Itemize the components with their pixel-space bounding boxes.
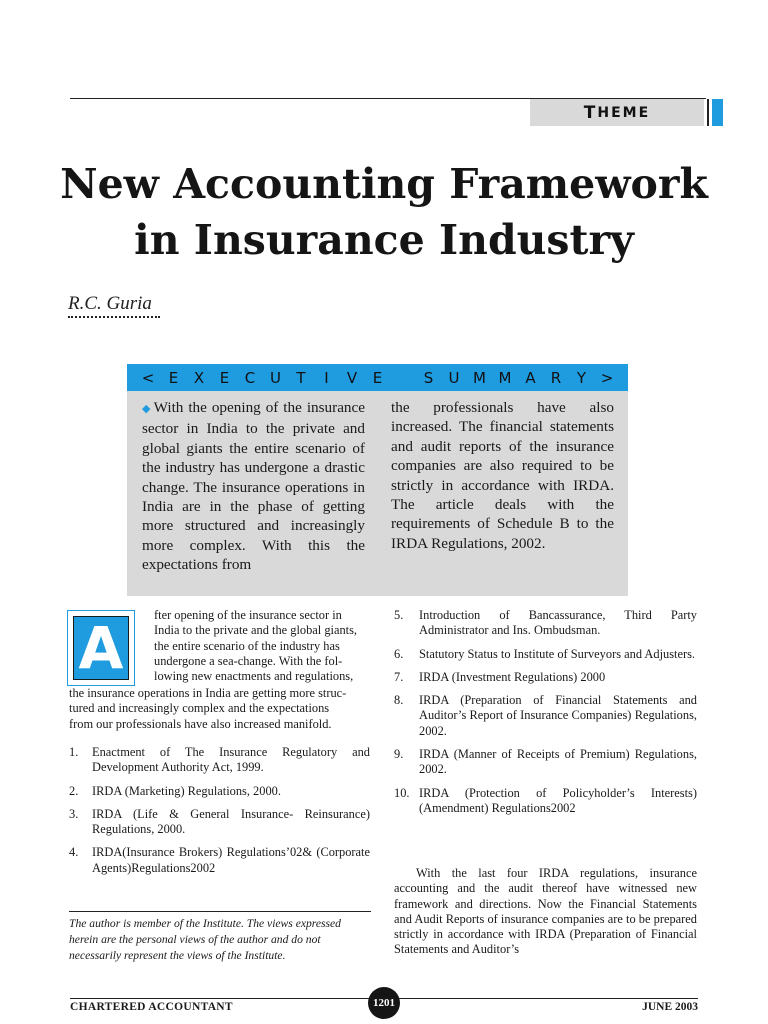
executive-summary-header bbox=[127, 364, 628, 391]
footer-issue-date: JUNE 2003 bbox=[642, 1001, 698, 1013]
paragraph-line: undergone a sea-change. With the fol- bbox=[154, 653, 343, 668]
list-item-number: 7. bbox=[394, 669, 404, 684]
paragraph-line: tured and increasingly complex and the expectations bbox=[69, 701, 330, 716]
page-number-badge: 1201 bbox=[368, 987, 400, 1019]
regulations-list-left bbox=[69, 745, 370, 884]
drop-cap bbox=[67, 610, 135, 686]
author-underline bbox=[68, 316, 160, 318]
executive-summary-header-letter: < bbox=[141, 368, 155, 387]
paragraph-line: India to the private and the global giants, bbox=[154, 623, 358, 638]
list-item-text: Introduction of Bancassurance, Third Party Administrator and Ins. Ombudsman. bbox=[419, 608, 697, 638]
paragraph-line: the insurance operations in India are getting more struc- bbox=[69, 686, 347, 700]
list-item-text: Enactment of The Insurance Regulatory and Development Authority Act, 1999. bbox=[92, 745, 370, 775]
executive-summary-header-letter: > bbox=[600, 368, 614, 387]
list-item-text: IRDA (Preparation of Financial Statements and Auditor’s Report of Insurance Companies) Regulations, 2002. bbox=[419, 693, 697, 738]
executive-summary-header-letter: A bbox=[525, 368, 536, 387]
intro-paragraph-beside-dropcap bbox=[154, 608, 370, 684]
list-item-text: IRDA (Marketing) Regulations, 2000. bbox=[92, 783, 281, 798]
executive-summary-header-letter: I bbox=[324, 368, 329, 387]
list-item-text: IRDA (Manner of Receipts of Premium) Regulations, 2002. bbox=[419, 747, 697, 777]
list-item bbox=[394, 747, 697, 778]
list-item bbox=[69, 807, 370, 838]
executive-summary-header-letter: T bbox=[296, 368, 306, 387]
list-item-text: IRDA(Insurance Brokers) Regulations’02& (Corporate Agents)Regulations2002 bbox=[92, 845, 370, 875]
executive-summary-header-letter: E bbox=[372, 368, 383, 387]
paragraph-line: fter opening of the insurance sector in bbox=[154, 608, 342, 622]
closing-paragraph: With the last four IRDA regulations, insurance accounting and the audit thereof have witnessed new framework and directions. Now the Financial Statements and Audit Reports of insurance companies are to be prepared strictly in accordance with IRDA (Preparation of Financial Statements and Auditor’s bbox=[394, 866, 697, 957]
executive-summary-box bbox=[127, 364, 628, 596]
executive-summary-header-letter: U bbox=[270, 368, 281, 387]
author-footnote: The author is member of the Institute. The views expressed herein are the personal views of the author and do not necessarily represent the views of the Institute. bbox=[69, 917, 341, 962]
paragraph-line: the entire scenario of the industry has bbox=[154, 638, 340, 653]
executive-summary-header-letter: M bbox=[473, 368, 486, 387]
list-item-number: 10. bbox=[394, 785, 410, 800]
footer-journal-name: CHARTERED ACCOUNTANT bbox=[70, 1001, 233, 1013]
list-item-number: 6. bbox=[394, 646, 404, 661]
executive-summary-header-letter: U bbox=[448, 368, 460, 387]
list-item-number: 1. bbox=[69, 745, 79, 759]
list-item bbox=[394, 693, 697, 739]
list-item bbox=[69, 845, 370, 876]
list-item-number: 8. bbox=[394, 693, 404, 708]
section-label-theme bbox=[530, 99, 704, 126]
paragraph-line: lowing new enactments and regulations, bbox=[154, 669, 354, 684]
list-item-number: 9. bbox=[394, 747, 404, 762]
list-item-number: 3. bbox=[69, 806, 79, 821]
list-item bbox=[394, 670, 697, 685]
executive-summary-header-letter: C bbox=[244, 368, 256, 387]
list-item bbox=[394, 608, 697, 639]
author-name: R.C. Guria bbox=[68, 293, 152, 314]
list-item bbox=[394, 647, 697, 662]
list-item bbox=[69, 784, 370, 799]
section-label-tick bbox=[707, 99, 709, 126]
list-item-number: 4. bbox=[69, 845, 79, 860]
article-title-line-1: New Accounting Framework bbox=[60, 160, 708, 208]
list-item-text: IRDA (Life & General Insurance- Reinsurance) Regulations, 2000. bbox=[92, 806, 370, 837]
diamond-bullet-icon: ◆ bbox=[142, 403, 152, 415]
section-label-rest: HEME bbox=[597, 104, 651, 121]
list-item-text: IRDA (Investment Regulations) 2000 bbox=[419, 669, 606, 684]
list-item-text: IRDA (Protection of Policyholder’s Interests)(Amendment) Regulations2002 bbox=[419, 785, 697, 815]
list-item-text: Statutory Status to Institute of Surveyors and Adjusters. bbox=[419, 646, 696, 661]
article-title-line-2: in Insurance Industry bbox=[134, 216, 634, 264]
executive-summary-header-letter: V bbox=[346, 368, 358, 387]
drop-cap-letter: A bbox=[73, 616, 129, 680]
executive-summary-left-text: With the opening of the insurance sector in India to the private and global giants the entire scenario of the industry has undergone a drastic change. The insurance operations in India are in the phase of getting more structured and increasingly more complex. With this the expectations from bbox=[142, 399, 366, 574]
list-item-number: 5. bbox=[394, 608, 404, 622]
list-item bbox=[394, 786, 697, 817]
intro-paragraph-continued bbox=[69, 686, 370, 732]
article-title bbox=[40, 156, 728, 268]
executive-summary-right-column: the professionals have also increased. The financial statements and audit reports of the insurance companies are also required to be strictly in accordance with IRDA. The article deals with the requirements of Schedule B to the IRDA Regulations, 2002. bbox=[391, 399, 614, 552]
footnote-rule bbox=[69, 911, 371, 912]
executive-summary-header-letter: R bbox=[550, 368, 562, 387]
list-item bbox=[69, 745, 370, 776]
section-label-accent-bar bbox=[712, 99, 723, 126]
section-label-initial: T bbox=[583, 102, 598, 123]
executive-summary-header-letter: M bbox=[498, 368, 512, 387]
executive-summary-left-column bbox=[142, 398, 365, 575]
executive-summary-header-letter: Y bbox=[576, 368, 587, 387]
executive-summary-header-letter: S bbox=[423, 368, 434, 387]
paragraph-line: from our professionals have also increased manifold. bbox=[69, 716, 332, 731]
regulations-list-right bbox=[394, 608, 697, 824]
executive-summary-header-letter: X bbox=[193, 368, 205, 387]
list-item-number: 2. bbox=[69, 783, 79, 798]
executive-summary-header-letter: E bbox=[168, 368, 179, 387]
executive-summary-header-letter: E bbox=[219, 368, 230, 387]
